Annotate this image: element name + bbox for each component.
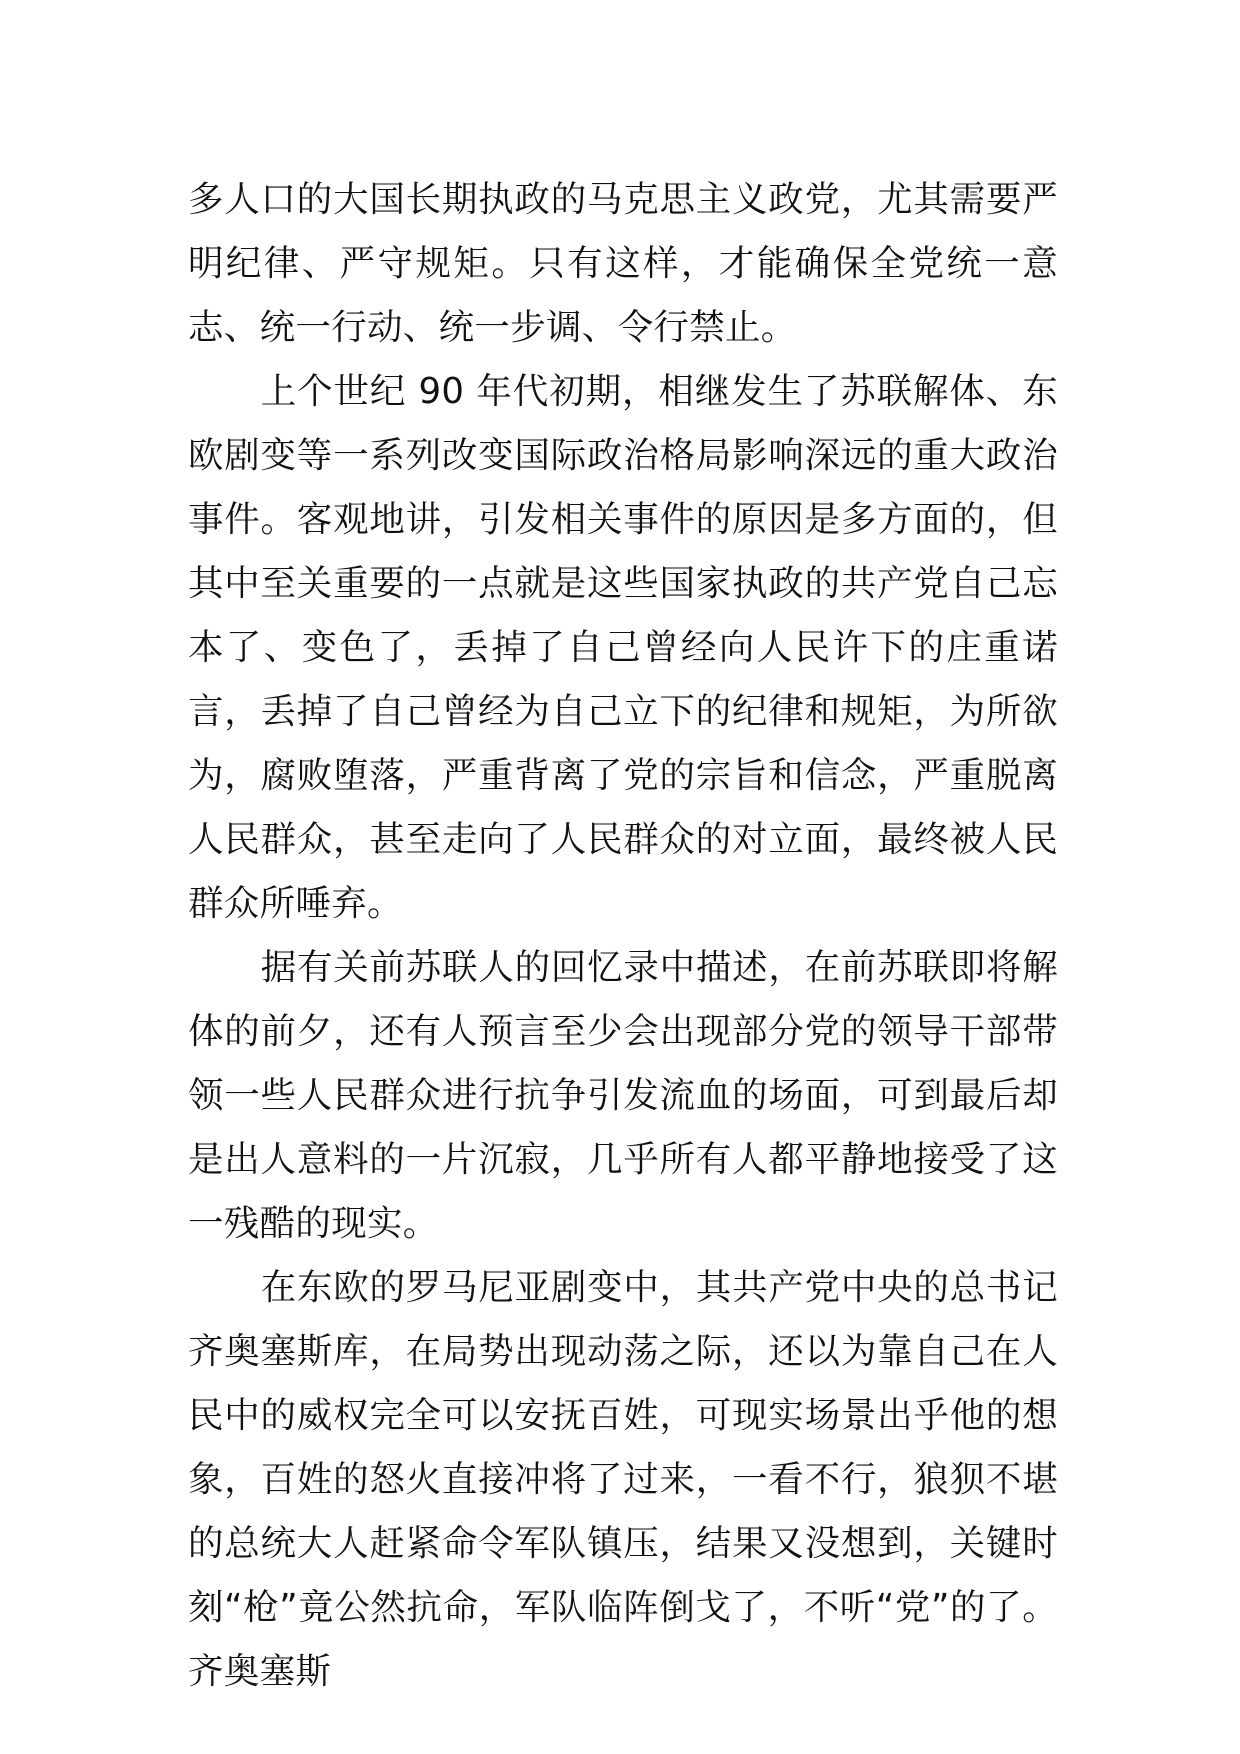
paragraph-memoir: 据有关前苏联人的回忆录中描述，在前苏联即将解体的前夕，还有人预言至少会出现部分党的领导干部带领一些人民群众进行抗争引发流血的场面，可到最后却是出人意料的一片沉寂，几乎所有人都平静地接受了这一残酷的现实。 [188, 947, 1058, 1244]
paragraph-continuation: 多人口的大国长期执政的马克思主义政党，尤其需要严明纪律、严守规矩。只有这样，才能确保全党统一意志、统一行动、统一步调、令行禁止。 [188, 179, 1058, 348]
paragraph-soviet-collapse: 上个世纪 90 年代初期，相继发生了苏联解体、东欧剧变等一系列改变国际政治格局影响深远的重大政治事件。客观地讲，引发相关事件的原因是多方面的，但其中至关重要的一点就是这些国家执政的共产党自己忘本了、变色了，丢掉了自己曾经向人民许下的庄重诺言，丢掉了自己曾经为自己立下的纪律和规矩，为所欲为，腐败堕落，严重背离了党的宗旨和信念，严重脱离人民群众，甚至走向了人民群众的对立面，最终被人民群众所唾弃。 [188, 371, 1058, 924]
body-text [188, 168, 1058, 1704]
paragraph-romania: 在东欧的罗马尼亚剧变中，其共产党中央的总书记齐奥塞斯库，在局势出现动荡之际，还以为靠自己在人民中的威权完全可以安抚百姓，可现实场景出乎他的想象，百姓的怒火直接冲将了过来，一看不行，狼狈不堪的总统大人赶紧命令军队镇压，结果又没想到，关键时刻“枪”竟公然抗命，军队临阵倒戈了，不听“党”的了。齐奥塞斯 [188, 1267, 1058, 1692]
